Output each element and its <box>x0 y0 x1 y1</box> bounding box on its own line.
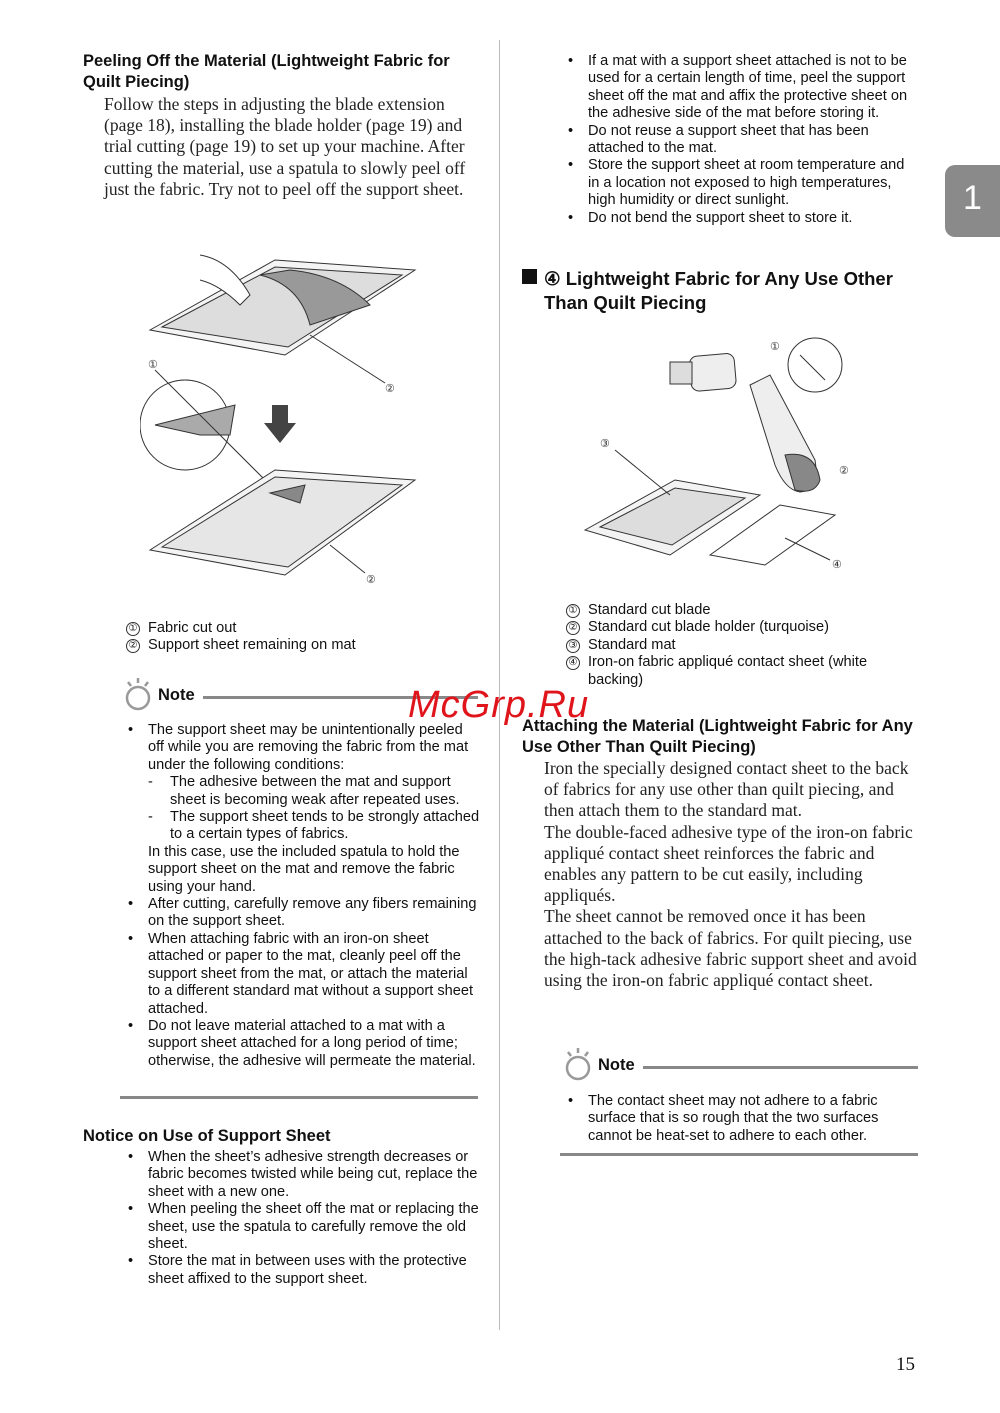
callout-3: ③ <box>600 438 610 450</box>
note-list <box>126 722 481 1070</box>
attach-paragraph: Iron the specially designed contact sheet to the back of fabrics for any use other than quilt piecing, and then attach them to the standard mat. <box>544 758 909 821</box>
attach-heading: Attaching the Material (Lightweight Fabric for Any Use Other Than Quilt Piecing) <box>522 717 913 756</box>
notice-item: • Store the mat in between uses with the protective sheet affixed to the support sheet. <box>126 1253 481 1288</box>
chapter-tab: 1 <box>945 165 1000 237</box>
section-heading-lightweight: ④ Lightweight Fabric for Any Use Other Than Quilt Piecing <box>544 268 893 313</box>
legend-item <box>566 654 906 689</box>
peeling-illustration <box>140 235 430 595</box>
notice-item: • When the sheet’s adhesive strength decreases or fabric becomes twisted while being cut, replace the sheet with a new one. <box>126 1149 481 1201</box>
note-rule <box>643 1066 918 1069</box>
notice-list <box>126 1149 481 1288</box>
lightbulb-note-icon <box>560 1046 594 1084</box>
attach-body <box>544 758 919 991</box>
notice-heading: Notice on Use of Support Sheet <box>83 1127 331 1145</box>
note-item: • After cutting, carefully remove any fibers remaining on the support sheet. <box>126 896 481 931</box>
legend-item <box>566 637 906 654</box>
legend-text: Standard cut blade holder (turquoise) <box>588 619 829 636</box>
note-end-rule <box>560 1153 918 1156</box>
condition-item: - The support sheet tends to be strongly attached to a certain types of fabrics. <box>148 809 481 844</box>
legend-num: ② <box>566 621 580 635</box>
legend-item <box>126 637 486 654</box>
note-item <box>126 722 481 896</box>
section-square-icon <box>522 269 537 284</box>
legend-num: ④ <box>566 656 580 670</box>
legend-item <box>566 602 906 619</box>
note-item: • When attaching fabric with an iron-on sheet attached or paper to the mat, cleanly peel off the support sheet from the mat, or attach the material to a different standard mat without a support sheet attached. <box>126 931 481 1018</box>
storage-item: • Store the support sheet at room temperature and in a location not exposed to high temperatures, high humidity or direct sunlight. <box>566 157 918 209</box>
legend-text: Support sheet remaining on mat <box>148 637 356 654</box>
watermark: McGrp.Ru <box>408 684 590 726</box>
peeling-legend <box>126 620 486 655</box>
peeling-body: Follow the steps in adjusting the blade extension (page 18), installing the blade holder (page 19) and trial cutting (page 19) to set up your machine. After cutting the material, use a spatula to slowly peel off just the fabric. Try not to peel off the support sheet. <box>104 94 466 199</box>
callout-1: ① <box>770 341 780 353</box>
legend-num: ① <box>126 622 140 636</box>
callout-1: ① <box>148 359 158 371</box>
callout-2b: ② <box>366 574 376 586</box>
legend-text: Standard cut blade <box>588 602 711 618</box>
storage-item: • Do not bend the support sheet to store it. <box>566 210 918 227</box>
note-text: The support sheet may be unintentionally peeled off while you are removing the fabric from the mat under the following conditions: <box>148 722 469 773</box>
legend-item <box>126 620 486 637</box>
storage-item: • Do not reuse a support sheet that has been attached to the mat. <box>566 123 918 158</box>
storage-item: • If a mat with a support sheet attached is not to be used for a certain length of time, peel the support sheet off the mat and affix the protective sheet on the adhesive side of the mat before storing it. <box>566 53 918 123</box>
tools-legend <box>566 602 906 689</box>
note-end-rule <box>120 1096 478 1099</box>
note-title: Note <box>598 1055 635 1074</box>
callout-4: ④ <box>832 559 842 571</box>
callout-2: ② <box>839 465 849 477</box>
notice-item: • When peeling the sheet off the mat or replacing the sheet, use the spatula to carefully remove the old sheet. <box>126 1201 481 1253</box>
note-item: • Do not leave material attached to a mat with a support sheet attached for a long period of time; otherwise, the adhesive will permeate the material. <box>126 1018 481 1070</box>
lightbulb-note-icon <box>120 676 154 714</box>
note-title: Note <box>158 685 195 704</box>
legend-text: Standard mat <box>588 636 676 653</box>
down-arrow-icon <box>264 405 296 443</box>
note-text: In this case, use the included spatula to hold the support sheet on the mat and remove the fabric using your hand. <box>148 843 460 895</box>
legend-num: ③ <box>566 639 580 653</box>
note-item: • The contact sheet may not adhere to a fabric surface that is so rough that the two surfaces cannot be heat-set to adhere to each other. <box>566 1093 916 1145</box>
note-header-2 <box>560 1046 918 1084</box>
condition-list <box>148 774 481 844</box>
legend-text: Iron-on fabric appliqué contact sheet (white backing) <box>588 654 868 688</box>
section-heading-peeling: Peeling Off the Material (Lightweight Fabric for Quilt Piecing) <box>83 52 450 91</box>
attach-paragraph: The sheet cannot be removed once it has been attached to the back of fabrics. For quilt piecing, use the high-tack adhesive fabric support sheet and avoid using the iron-on fabric appliqué contact sheet. <box>544 906 917 991</box>
legend-num: ② <box>126 639 140 653</box>
callout-2: ② <box>385 383 395 395</box>
attach-paragraph: The double-faced adhesive type of the iron-on fabric appliqué contact sheet reinforces the fabric and enables any pattern to be cut easily, including appliqués. <box>544 821 913 906</box>
legend-text: Fabric cut out <box>148 620 237 636</box>
note-list-2 <box>566 1093 916 1145</box>
storage-list <box>566 53 918 227</box>
tools-illustration <box>580 330 850 580</box>
page-number: 15 <box>896 1354 915 1375</box>
legend-num: ① <box>566 604 580 618</box>
condition-item: - The adhesive between the mat and support sheet is becoming weak after repeated uses. <box>148 774 481 809</box>
legend-item <box>566 619 906 636</box>
